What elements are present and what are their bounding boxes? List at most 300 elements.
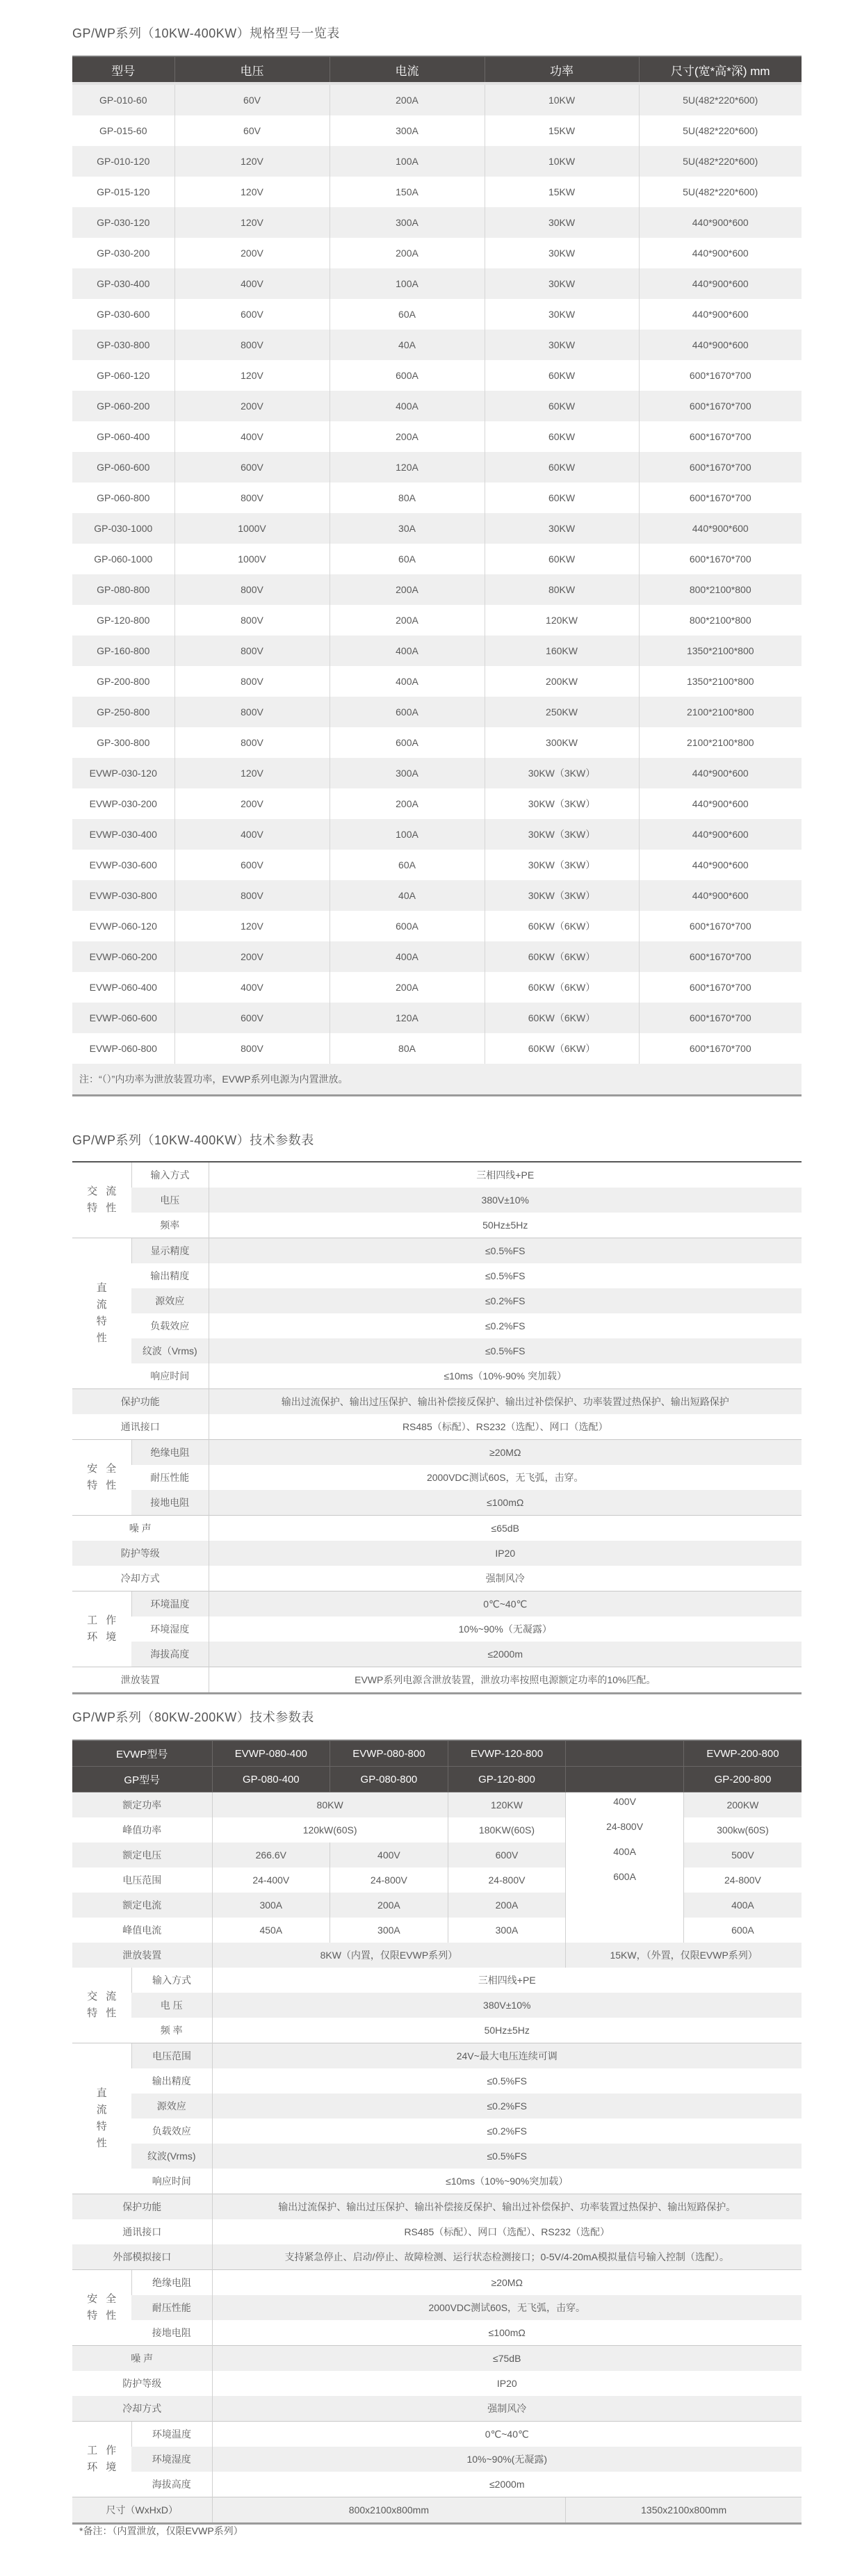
table-cell: 300KW <box>485 727 639 758</box>
table-cell: 600*1670*700 <box>639 972 802 1003</box>
model-name: GP-120-800 <box>448 1767 566 1792</box>
spec-label: 泄放装置 <box>72 1667 209 1694</box>
table-row <box>72 911 802 941</box>
table-cell: 600*1670*700 <box>639 941 802 972</box>
model-name: GP-080-400 <box>212 1767 330 1792</box>
table-cell: 200A <box>330 574 485 605</box>
table-row <box>72 758 802 788</box>
spec-label: 防护等级 <box>72 1541 209 1566</box>
spec-label: 通讯接口 <box>122 2226 162 2237</box>
spec-label: 额定功率 <box>72 1792 212 1818</box>
table-cell: 200A <box>330 83 485 115</box>
tech-table-10-400 <box>72 1161 802 1694</box>
model-name: EVWP-120-800 <box>448 1740 566 1767</box>
table-cell: 600*1670*700 <box>639 911 802 941</box>
table-cell: 120V <box>174 207 330 238</box>
column-4-value: 400A <box>613 1846 636 1857</box>
spec-value: 8KW（内置，仅限EVWP系列） <box>212 1943 566 1968</box>
spec-row <box>72 2396 802 2422</box>
spec-row <box>72 1968 802 1993</box>
table-cell: 600*1670*700 <box>639 1003 802 1033</box>
spec-row <box>72 2371 802 2396</box>
table-cell: 200V <box>174 788 330 819</box>
spec-label: 冷却方式 <box>120 1573 160 1584</box>
table-cell: 600*1670*700 <box>639 360 802 391</box>
table-cell: 600V <box>174 452 330 483</box>
table-cell: 400A <box>330 666 485 697</box>
table-cell: GP-060-120 <box>97 370 150 381</box>
model-name: GP-200-800 <box>683 1767 802 1792</box>
table-cell: 800V <box>174 635 330 666</box>
spec-row <box>72 1465 802 1490</box>
table-cell: 80KW <box>485 574 639 605</box>
spec-row <box>72 2447 802 2472</box>
table-cell: 600V <box>174 299 330 330</box>
table-cell: 120KW <box>485 605 639 635</box>
spec-row <box>72 1338 802 1363</box>
table-row <box>72 146 802 177</box>
table-row <box>72 697 802 727</box>
spec-group-label <box>72 1591 131 1667</box>
table-cell: 30KW <box>485 268 639 299</box>
table-row <box>72 483 802 513</box>
table-row <box>72 330 802 360</box>
table-header-row <box>72 56 802 83</box>
spec-group-label <box>72 1238 131 1389</box>
table-cell: 200V <box>174 941 330 972</box>
table-cell: GP-030-600 <box>97 309 150 320</box>
table-cell: 100A <box>330 146 485 177</box>
spec-value: ≤10ms（10%-90% 突加载） <box>209 1363 802 1389</box>
table-cell: 40A <box>330 880 485 911</box>
table-cell: 440*900*600 <box>639 880 802 911</box>
table-cell: 150A <box>330 177 485 207</box>
spec-row <box>72 1363 802 1389</box>
spec-value: ≤75dB <box>212 2346 802 2372</box>
spec-label: 额定电流 <box>72 1893 212 1918</box>
table-cell: 30KW（3KW） <box>485 850 639 880</box>
spec-label: 输出精度 <box>152 2075 191 2087</box>
spec-label: 环境温度 <box>131 2422 212 2447</box>
spec-label: 纹波（Vrms) <box>131 1338 209 1363</box>
table-cell: EVWP-060-200 <box>72 941 174 972</box>
table-cell: 300A <box>330 115 485 146</box>
spec-value: 强制风冷 <box>209 1566 802 1591</box>
table-row <box>72 83 802 115</box>
spec-row <box>72 2244 802 2270</box>
table-cell: 5U(482*220*600) <box>639 177 802 207</box>
spec-value: ≤0.2%FS <box>212 2119 802 2144</box>
spec-row <box>72 2422 802 2447</box>
spec-value: RS485（标配）、网口（选配）、RS232（选配） <box>212 2219 802 2244</box>
table-cell: 250KW <box>485 697 639 727</box>
spec-row <box>72 1667 802 1694</box>
spec-list-title: GP/WP系列（10KW-400KW）规格型号一览表 <box>72 26 340 40</box>
table-cell: 300A <box>330 758 485 788</box>
table-cell: GP-015-60 <box>99 125 147 136</box>
spec-value: ≤65dB <box>209 1516 802 1541</box>
spec-label: 环境温度 <box>131 1591 209 1617</box>
table-row <box>72 819 802 850</box>
spec-group-label <box>72 1440 131 1516</box>
spec-label: 噪 声 <box>72 2346 212 2372</box>
group-label-text: 安全特性 <box>87 2293 125 2322</box>
spec-row <box>72 1313 802 1338</box>
table-row <box>72 666 802 697</box>
column-header: 尺寸(宽*高*深) mm <box>639 56 802 83</box>
table-row <box>72 391 802 421</box>
spec-row <box>72 1842 802 1868</box>
table-row <box>72 1003 802 1033</box>
spec-value: 380V±10% <box>212 1993 802 2018</box>
table-cell: 60KW（6KW） <box>485 911 639 941</box>
table-cell: GP-060-200 <box>72 391 174 421</box>
spec-row <box>72 1162 802 1188</box>
spec-row <box>72 2043 802 2069</box>
table-cell: 440*900*600 <box>639 513 802 544</box>
tech-table-80-200 <box>72 1740 802 2525</box>
spec-value: EVWP系列电源含泄放装置，泄放功率按照电源额定功率的10%匹配。 <box>209 1667 802 1694</box>
table-cell: GP-010-60 <box>72 83 174 115</box>
spec-label: 输入方式 <box>131 1968 212 1993</box>
table-cell: 30KW <box>485 238 639 268</box>
spec-value: 600V <box>448 1842 566 1868</box>
table-cell: 440*900*600 <box>639 758 802 788</box>
table-cell: 100A <box>330 268 485 299</box>
spec-value: 24-800V <box>683 1868 802 1893</box>
spec-value: 24V~最大电压连续可调 <box>212 2043 802 2069</box>
spec-value: 500V <box>683 1842 802 1868</box>
column-header: 型号 <box>72 56 174 83</box>
spec-label: 响应时间 <box>150 1370 190 1382</box>
table-cell: 2100*2100*800 <box>639 697 802 727</box>
spec-row <box>72 2472 802 2497</box>
spec-value: ≥20MΩ <box>212 2270 802 2296</box>
table-cell: 400A <box>330 635 485 666</box>
spec-row <box>72 1993 802 2018</box>
table-cell: 10KW <box>485 146 639 177</box>
spec-label: 海拔高度 <box>131 1642 209 1667</box>
group-label-text: 交流特性 <box>87 1991 125 2019</box>
table-cell: 60KW <box>485 421 639 452</box>
spec-label: 电压范围 <box>131 2043 212 2069</box>
table-cell: 200A <box>330 605 485 635</box>
table-cell: GP-120-800 <box>97 615 150 626</box>
spec-value: 强制风冷 <box>212 2396 802 2422</box>
model-name <box>566 1740 684 1767</box>
spec-label: 响应时间 <box>152 2176 191 2187</box>
spec-value: 80KW <box>212 1792 448 1818</box>
spec-label: 尺寸（WxHxD） <box>72 2497 212 2524</box>
spec-label: 耐压性能 <box>150 1472 190 1483</box>
spec-label: 频 率 <box>160 2025 183 2036</box>
table-cell: 120A <box>330 452 485 483</box>
column-4-value: 400V <box>613 1796 636 1807</box>
table-cell: GP-030-200 <box>97 248 150 259</box>
table-cell: 440*900*600 <box>639 238 802 268</box>
spec-value: 2000VDC测试60S，无飞弧，击穿。 <box>212 2295 802 2320</box>
spec-row <box>72 2320 802 2346</box>
table-cell: GP-060-800 <box>97 492 150 503</box>
spec-value: 120kW(60S) <box>212 1817 448 1842</box>
table-row <box>72 880 802 911</box>
table-cell: 300A <box>330 207 485 238</box>
spec-value: ≤0.5%FS <box>209 1263 802 1288</box>
table-cell: 1350*2100*800 <box>639 666 802 697</box>
model-header-row <box>72 1740 802 1767</box>
spec-value: ≤100mΩ <box>209 1490 802 1516</box>
spec-value: IP20 <box>212 2371 802 2396</box>
table-cell: 100A <box>330 819 485 850</box>
spec-value: 380V±10% <box>209 1188 802 1213</box>
model-header-label: EVWP型号 <box>72 1740 212 1767</box>
spec-row <box>72 2194 802 2220</box>
table-row <box>72 574 802 605</box>
spec-value: 266.6V <box>212 1842 330 1868</box>
spec-label: 环境湿度 <box>131 2447 212 2472</box>
table-cell: 80A <box>330 1033 485 1064</box>
spec-label: 海拔高度 <box>152 2479 191 2490</box>
table-cell: 1000V <box>174 513 330 544</box>
table-row <box>72 268 802 299</box>
column-4-values <box>566 1792 684 1943</box>
spec-value: ≤0.5%FS <box>212 2144 802 2169</box>
spec-row <box>72 2219 802 2244</box>
spec-label: 输出精度 <box>150 1270 190 1281</box>
spec-value: 300kw(60S) <box>683 1817 802 1842</box>
table-cell: GP-030-400 <box>72 268 174 299</box>
spec-row <box>72 2295 802 2320</box>
table-cell: 30KW <box>485 513 639 544</box>
spec-row <box>72 1440 802 1466</box>
table-cell: 440*900*600 <box>639 788 802 819</box>
column-header: 电流 <box>330 56 485 83</box>
table-cell: 800*2100*800 <box>639 605 802 635</box>
spec-value: 支持紧急停止、启动/停止、故障检测、运行状态检测接口；0-5V/4-20mA模拟量信号输入控制（选配）。 <box>212 2244 802 2270</box>
spec-row <box>72 1918 802 1943</box>
spec-value: ≤0.2%FS <box>212 2093 802 2119</box>
table-cell: 600V <box>174 1003 330 1033</box>
table-cell: EVWP-060-400 <box>89 982 157 993</box>
model-name: EVWP-200-800 <box>683 1740 802 1767</box>
table-cell: 200A <box>330 972 485 1003</box>
table-cell: 600*1670*700 <box>639 391 802 421</box>
tech-table-2-title: GP/WP系列（80KW-200KW）技术参数表 <box>72 1710 314 1724</box>
column-header: 功率 <box>485 56 639 83</box>
table-cell: GP-060-400 <box>97 431 150 442</box>
spec-value: ≤0.5%FS <box>209 1338 802 1363</box>
table-cell: GP-015-120 <box>97 186 150 197</box>
table-cell: 400V <box>174 972 330 1003</box>
table-cell: 120V <box>174 177 330 207</box>
table-cell: 120V <box>174 911 330 941</box>
spec-value: 输出过流保护、输出过压保护、输出补偿接反保护、输出过补偿保护、功率装置过热保护、输出短路保护 <box>209 1389 802 1415</box>
table-cell: 400V <box>174 421 330 452</box>
spec-label: 电 压 <box>131 1993 212 2018</box>
spec-label: 频率 <box>160 1220 180 1231</box>
table-cell: 120V <box>174 146 330 177</box>
spec-row <box>72 1591 802 1617</box>
spec-value: ≤2000m <box>212 2472 802 2497</box>
spec-label: 外部模拟接口 <box>72 2244 212 2270</box>
group-label-text: 工作环境 <box>87 2445 125 2473</box>
spec-label: 输入方式 <box>131 1162 209 1188</box>
table-row <box>72 452 802 483</box>
spec-value: ≤0.5%FS <box>212 2068 802 2093</box>
table-row <box>72 941 802 972</box>
spec-group-label <box>72 2270 131 2346</box>
table-cell: GP-060-600 <box>72 452 174 483</box>
spec-row <box>72 1516 802 1541</box>
spec-row <box>72 1213 802 1238</box>
table-cell: 800V <box>174 605 330 635</box>
table-cell: 800V <box>174 483 330 513</box>
table-row <box>72 238 802 268</box>
table-cell: 60KW（6KW） <box>485 941 639 972</box>
spec-value: ≥20MΩ <box>209 1440 802 1466</box>
table-cell: 440*900*600 <box>639 299 802 330</box>
table-cell: 600V <box>174 850 330 880</box>
table-cell: 30KW（3KW） <box>485 819 639 850</box>
spec-row <box>72 1414 802 1440</box>
spec-row <box>72 1792 802 1818</box>
dimension-row <box>72 2497 802 2524</box>
model-header-label: GP型号 <box>72 1767 212 1792</box>
spec-label: 峰值电流 <box>122 1925 162 1936</box>
spec-value: 600A <box>683 1918 802 1943</box>
spec-label: 显示精度 <box>131 1238 209 1264</box>
table-cell: 60V <box>174 83 330 115</box>
spec-value: ≤10ms（10%~90%突加载） <box>212 2169 802 2194</box>
table-cell: 15KW <box>485 115 639 146</box>
spec-label: 源效应 <box>131 2093 212 2119</box>
table-cell: 600A <box>330 360 485 391</box>
spec-row <box>72 2119 802 2144</box>
table-cell: 600*1670*700 <box>639 1033 802 1064</box>
table-cell: 60V <box>174 115 330 146</box>
spec-value: 400A <box>683 1893 802 1918</box>
spec-value: 24-800V <box>448 1868 566 1893</box>
table-cell: 60KW <box>485 544 639 574</box>
column-4-value: 24-800V <box>606 1821 644 1832</box>
table-cell: 30KW <box>485 299 639 330</box>
table-row <box>72 207 802 238</box>
table-cell: 200A <box>330 788 485 819</box>
table-cell: GP-300-800 <box>97 737 150 748</box>
table-cell: GP-200-800 <box>97 676 150 687</box>
table-row <box>72 727 802 758</box>
spec-value: 0℃~40℃ <box>209 1591 802 1617</box>
table-cell: 800V <box>174 697 330 727</box>
column-4-value: 600A <box>613 1871 636 1882</box>
tech-table-1-title: GP/WP系列（10KW-400KW）技术参数表 <box>72 1133 314 1147</box>
table-cell: GP-030-120 <box>72 207 174 238</box>
table-cell: 600*1670*700 <box>639 452 802 483</box>
table-cell: GP-060-1000 <box>94 553 153 565</box>
table-cell: 160KW <box>485 635 639 666</box>
spec-value: ≤2000m <box>209 1642 802 1667</box>
spec-label: 电压 <box>131 1188 209 1213</box>
table-cell: EVWP-060-800 <box>89 1043 157 1054</box>
spec-row <box>72 1188 802 1213</box>
table-row <box>72 972 802 1003</box>
table-cell: 60A <box>330 544 485 574</box>
spec-value: ≤0.5%FS <box>209 1238 802 1264</box>
table-cell: 60A <box>330 850 485 880</box>
table-cell: 600A <box>330 727 485 758</box>
spec-label: 峰值功率 <box>122 1824 162 1836</box>
spec-value: 50Hz±5Hz <box>212 2018 802 2043</box>
spec-label: 电压范围 <box>122 1874 162 1886</box>
note-row <box>72 1064 802 1096</box>
table-cell: 1000V <box>174 544 330 574</box>
table-cell: 200A <box>330 421 485 452</box>
table-cell: 30A <box>330 513 485 544</box>
spec-value: 120KW <box>448 1792 566 1818</box>
table-cell: EVWP-030-400 <box>72 819 174 850</box>
table-cell: 800V <box>174 330 330 360</box>
column-header: 电压 <box>174 56 330 83</box>
spec-label: 环境湿度 <box>150 1623 190 1635</box>
table-cell: EVWP-060-120 <box>89 921 157 932</box>
table-row <box>72 1033 802 1064</box>
model-name: EVWP-080-400 <box>212 1740 330 1767</box>
spec-value: 15KW，（外置，仅限EVWP系列） <box>566 1943 802 1968</box>
spec-row <box>72 2169 802 2194</box>
spec-row <box>72 1541 802 1566</box>
spec-row <box>72 1617 802 1642</box>
spec-label: 接地电阻 <box>131 1490 209 1516</box>
table-cell: 440*900*600 <box>639 268 802 299</box>
table-cell: 200V <box>174 238 330 268</box>
table-cell: 60A <box>330 299 485 330</box>
spec-row <box>72 2018 802 2043</box>
spec-row <box>72 1490 802 1516</box>
table-cell: 400A <box>330 391 485 421</box>
table-cell: 60KW（6KW） <box>485 972 639 1003</box>
spec-row <box>72 1943 802 1968</box>
table-note: 注：“（）”内功率为泄放装置功率，EVWP系列电源为内置泄放。 <box>72 1064 802 1096</box>
spec-group-label <box>72 1968 131 2043</box>
table-cell: 5U(482*220*600) <box>639 83 802 115</box>
spec-row <box>72 1288 802 1313</box>
table-cell: 800V <box>174 666 330 697</box>
table-cell: 60KW（6KW） <box>485 1033 639 1064</box>
spec-value: 50Hz±5Hz <box>209 1213 802 1238</box>
spec-value: 200KW <box>683 1792 802 1818</box>
group-label-text: 直流特性 <box>96 1282 107 1344</box>
table-row <box>72 513 802 544</box>
spec-value: 0℃~40℃ <box>212 2422 802 2447</box>
table-cell: 120V <box>174 758 330 788</box>
spec-value: IP20 <box>209 1541 802 1566</box>
table-row <box>72 421 802 452</box>
table-cell: 40A <box>330 330 485 360</box>
spec-value: 400V <box>330 1842 448 1868</box>
model-header-row <box>72 1767 802 1792</box>
spec-row <box>72 2144 802 2169</box>
table-row <box>72 544 802 574</box>
table-cell: 120V <box>174 360 330 391</box>
table-cell: 440*900*600 <box>639 850 802 880</box>
table-cell: 80A <box>330 483 485 513</box>
spec-group-label <box>72 1162 131 1238</box>
spec-row <box>72 1238 802 1264</box>
table-cell: 30KW（3KW） <box>485 758 639 788</box>
table-cell: GP-030-800 <box>72 330 174 360</box>
spec-label: 防护等级 <box>122 2378 162 2389</box>
table-cell: 2100*2100*800 <box>639 727 802 758</box>
